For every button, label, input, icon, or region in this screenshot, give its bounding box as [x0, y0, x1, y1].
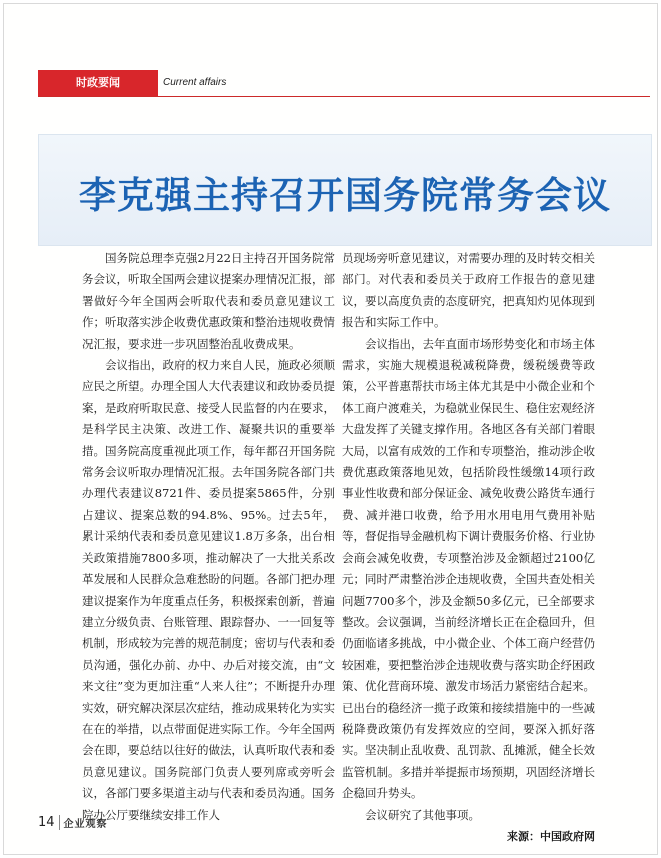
section-tag: 时政要闻 [38, 70, 158, 96]
page-number: 14 [38, 814, 55, 830]
section-english-label: Current affairs [163, 77, 227, 88]
source-name: 中国政府网 [540, 829, 595, 843]
column-left [82, 248, 335, 826]
section-header [38, 70, 650, 97]
column-right [342, 248, 595, 847]
article-title: 李克强主持召开国务院常务会议 [79, 174, 611, 217]
paragraph: 会议研究了其他事项。 [365, 807, 480, 822]
paragraph: 国务院总理李克强2月22日主持召开国务院常务会议，听取全国两会建议提案办理情况汇报，部署做好今年全国两会听取代表和委员意见建议工作；听取落实涉企收费优惠政策和整治违规收费情况汇报，要求进一步巩固整治乱收费成果。 [82, 251, 335, 351]
source-label: 来源： [507, 829, 540, 843]
paragraph: 会议指出，政府的权力来自人民，施政必须顺应民之所望。办理全国人大代表建议和政协委员提案，是政府听取民意、接受人民监督的内在要求，是科学民主决策、改进工作、凝聚共识的重要举措。国务院高度重视此项工作，每年都召开国务院常务会议听取办理情况汇报。去年国务院各部门共办理代表建议8721件、委员提案5865件，分别占建议、提案总数的94.8%、95%。过去5年，累计采纳代表和委员意见建议1.8万多条，出台相关政策措施7800多项，推动解决了一大批关系改革发展和人民群众急难愁盼的问题。各部门把办理建议提案作为年度重点任务，积极探索创新，普遍建立分级负责、台账管理、跟踪督办、一一回复等机制，形成较为完善的规范制度；密切与代表和委员沟通，强化办前、办中、办后对接交流，由“文来文往”变为更加注重“人来人往”；不断提升办理实效，研究解决深层次症结，推动成果转化为实实在在的举措，以点带面促进实际工作。今年全国两会在即，要总结以往好的做法，认真听取代表和委员意见建议。国务院部门负责人要列席或旁听会议，各部门要多渠道主动与代表和委员沟通。国务院办公厅要继续安排工作人 [82, 358, 335, 822]
title-box [38, 134, 652, 246]
paragraph: 员现场旁听意见建议，对需要办理的及时转交相关部门。对代表和委员关于政府工作报告的意见建议，要以高度负责的态度研究，把真知灼见体现到报告和实际工作中。 [342, 251, 595, 330]
page-footer [38, 812, 108, 832]
source-line [342, 826, 595, 847]
paragraph: 会议指出，去年直面市场形势变化和市场主体需求，实施大规模退税减税降费，缓税缓费等政策，公平普惠帮扶市场主体尤其是中小微企业和个体工商户渡难关，为稳就业保民生、稳住宏观经济大盘发挥了关键支撑作用。各地区各有关部门着眼大局，以富有成效的工作和专项整治，推动涉企收费优惠政策落地见效，包括阶段性缓缴14项行政事业性收费和部分保证金、减免收费公路货车通行费、减并港口收费，给予用水用电用气费用补贴等，督促指导金融机构下调计费服务价格、行业协会商会减免收费，专项整治涉及金额超过2100亿元；同时严肃整治涉企违规收费，全国共查处相关问题7700多个，涉及金额50多亿元，已全部要求整改。会议强调，当前经济增长正在企稳回升，但仍面临诸多挑战，中小微企业、个体工商户经营仍较困难，要把整治涉企违规收费与落实助企纾困政策、优化营商环境、激发市场活力紧密结合起来。已出台的稳经济一揽子政策和接续措施中的一些减税降费政策仍有发挥效应的空间，要深入抓好落实。坚决制止乱收费、乱罚款、乱摊派，健全长效监管机制。多措并举提振市场预期，巩固经济增长企稳回升势头。 [342, 336, 595, 801]
magazine-name: 企业观察 [59, 815, 108, 830]
